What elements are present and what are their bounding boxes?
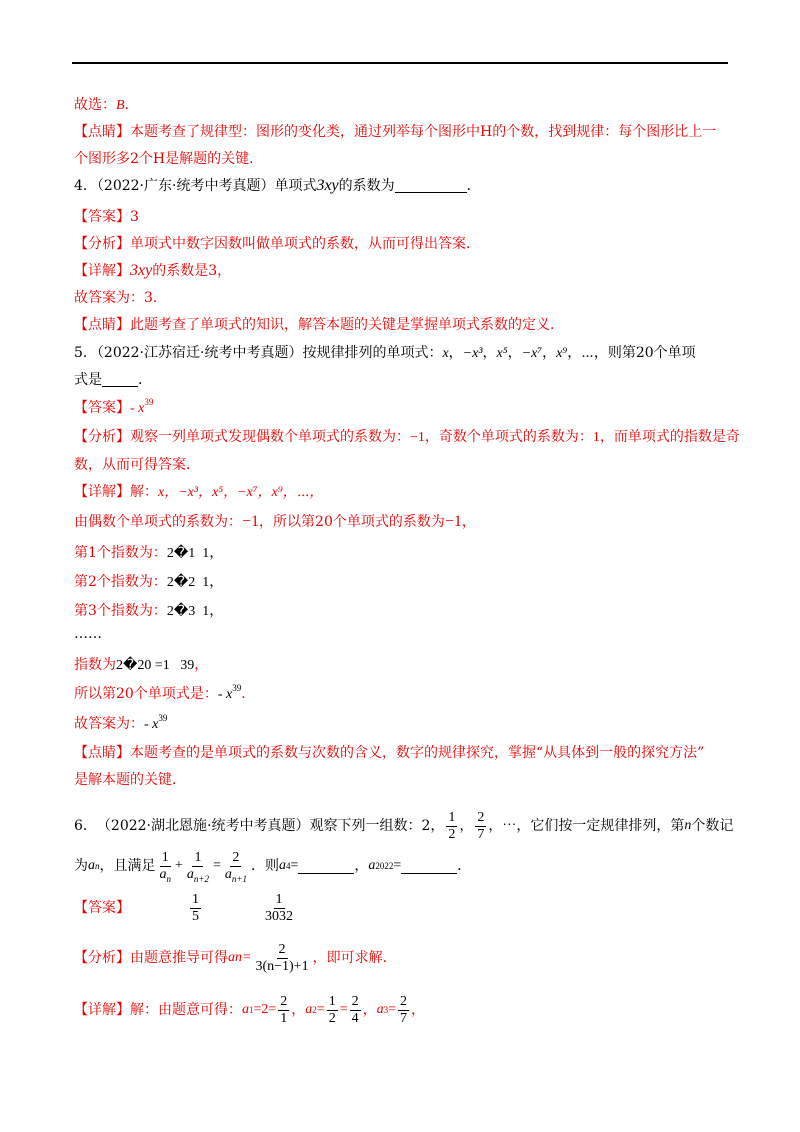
q5-l4-label: 第2个指数为： <box>74 574 167 590</box>
q6-ans-f2-num: 1 <box>275 891 283 907</box>
q6-analysis-text-1: 由题意推导可得 <box>130 950 228 966</box>
q5-ellipsis <box>74 624 102 644</box>
q6-eq-f3-num: 2 <box>232 849 240 865</box>
q6-d-f2-num: 1 <box>328 993 336 1009</box>
q5-answer-tag: 【答案】 <box>74 400 130 416</box>
q6-detail: 【详解】 解：由题意可得： a 1 =2= $\frac{2}{1}$ ， a 2 = $\frac{1}{2}$ = $\frac{2}{4}$ ， a 3 = $\frac{2}{7}$ ， <box>74 990 425 1030</box>
q4-text-3: ． <box>466 178 481 194</box>
q5-l7-label: 所以第20个单项式是： <box>74 686 218 702</box>
q6-eq-f2-num: 1 <box>194 849 202 865</box>
q6-answer-tag: 【答案】 <box>74 900 130 916</box>
q5-l6-comma: ， <box>194 657 209 673</box>
dianjing-text-2: 个图形多2个H是解题的关键． <box>74 151 264 167</box>
q6-analysis <box>74 938 397 978</box>
q5-l6-label: 指数为 <box>74 657 116 673</box>
q6-analysis-an: an= <box>228 950 252 965</box>
q4-detail <box>74 261 231 281</box>
q5-l3-value: 2�1 1 <box>166 546 210 561</box>
q5-term-4: −x⁷ <box>521 346 543 361</box>
q6-l2-text-5: ． <box>457 858 472 874</box>
q6-f1-denominator: 2 <box>448 826 456 842</box>
q6-text-4: 个数记 <box>691 818 734 834</box>
q5-analysis-text-4: 数，从而可得答案． <box>74 457 200 473</box>
q6-text-1: 观察下列一组数：2， <box>309 818 445 834</box>
q4-number: 4． <box>74 178 97 194</box>
q4-answer-tag: 【答案】 <box>74 209 130 225</box>
q6-a2: a <box>305 1002 313 1017</box>
q6-detail-tag: 【详解】 <box>74 1002 130 1018</box>
q6-a4: a <box>278 858 286 873</box>
q4-answer-blank <box>395 178 467 193</box>
q6-l2-text-2: ，且满足 <box>99 858 156 874</box>
q5-dianjing-tag: 【点睛】 <box>74 745 130 761</box>
q5-text-4: ． <box>138 372 152 388</box>
q6-a2022-blank <box>401 859 457 874</box>
q4-dianjing-tag: 【点睛】 <box>74 317 130 333</box>
q6-text-2: ， <box>459 818 474 834</box>
q5-l7-period: ． <box>241 686 256 702</box>
q5-answer <box>74 398 153 419</box>
q6-l2-a: a <box>88 858 95 873</box>
q5-detail-line-6 <box>74 655 208 676</box>
q4-detail-tag: 【详解】 <box>74 263 130 279</box>
q5-analysis-text-3: ，而单项式的指数是奇 <box>599 429 740 445</box>
q5-l5-comma: ， <box>209 603 224 619</box>
q6-l2-text-3: ．则 <box>250 858 279 874</box>
q5-term-1: x <box>442 346 449 361</box>
q6-detail-fraction-3 <box>350 994 361 1027</box>
q5-text-2: ，则第20个单项 <box>593 345 696 361</box>
q6-l2-text-1: 为 <box>74 858 88 874</box>
q6-detail-comma-2: ， <box>362 1002 377 1018</box>
question-6 <box>74 806 733 846</box>
q5-analysis-line-2 <box>74 455 200 475</box>
q5-l3-label: 第1个指数为： <box>74 545 167 561</box>
q6-a3-equals: = <box>388 1002 397 1017</box>
dianjing-text: 本题考查了规律型：图形的变化类，通过列举每个图形中H的个数，找到规律：每个图形比上一 <box>130 124 717 140</box>
q5-text-3: 式是 <box>74 372 102 388</box>
header-rule <box>72 62 728 64</box>
q6-a2022: a <box>368 858 376 873</box>
q5-l4-value: 2�2 1 <box>166 575 210 590</box>
q6-a2022-equals: = <box>393 858 402 873</box>
q4-conclusion <box>74 288 167 308</box>
q5-detail-line-3 <box>74 543 223 564</box>
q4-analysis <box>74 234 480 254</box>
q6-answer <box>74 888 297 928</box>
q6-eq-fraction-3 <box>223 850 249 883</box>
q6-analysis-tag: 【分析】 <box>74 950 130 966</box>
dianjing-tag: 【点睛】 <box>74 124 130 140</box>
q6-d-f4-den: 7 <box>400 1010 408 1026</box>
q6-a4-blank <box>298 859 354 874</box>
q5-detail-text: 解： <box>130 484 158 500</box>
q5-l2-text-1: 由偶数个单项式的系数为： <box>74 514 242 530</box>
q4-analysis-text: 单项式中数字因数叫做单项式的系数，从而可得出答案． <box>130 236 480 252</box>
q6-eq-fraction-2 <box>185 850 211 883</box>
q6-l2-text-4: ， <box>354 858 369 874</box>
q6-d-f3-den: 4 <box>351 1010 359 1026</box>
q5-term-ellipsis: ⋯ <box>581 345 594 361</box>
q5-detail-terms: x，−x³，x⁵，−x⁷，x⁹，⋯， <box>158 485 324 500</box>
q5-term-5: x⁹ <box>556 346 568 361</box>
q5-term-2: −x³ <box>462 346 483 361</box>
q6-eq-f2-den: a <box>186 866 194 882</box>
q6-detail-fraction-4 <box>398 994 409 1027</box>
q6-a3: a <box>376 1002 384 1017</box>
q5-detail-line-8 <box>74 714 167 735</box>
q6-eq-fraction-1 <box>158 850 174 883</box>
q5-detail-tag: 【详解】 <box>74 484 130 500</box>
q6-detail-fraction-1 <box>278 994 289 1027</box>
q5-l8-exponent: 39 <box>158 713 168 723</box>
q4-conclusion-text: 故答案为：3． <box>74 290 167 306</box>
q6-f1-numerator: 1 <box>448 809 456 825</box>
question-5-line-2 <box>74 370 152 390</box>
q5-l2-text-2: ，所以第20个单项式的系数为 <box>259 514 445 530</box>
q5-l6-value: 2�20 =1 39 <box>116 658 195 673</box>
q5-l7-value: - x <box>217 687 233 702</box>
q6-text-3: ，⋯，它们按一定规律排列，第 <box>488 818 685 834</box>
q4-dianjing-text: 此题考查了单项式的知识，解答本题的关键是掌握单项式系数的定义． <box>130 317 564 333</box>
q5-answer-blank <box>102 372 138 387</box>
q6-eq-f1-den-sub: n <box>166 873 171 884</box>
q6-d-f4-num: 2 <box>400 993 408 1009</box>
q6-a4-equals: = <box>290 858 299 873</box>
q6-f2-numerator: 2 <box>477 809 485 825</box>
q5-l7-exponent: 39 <box>232 683 242 693</box>
q6-analysis-num: 2 <box>278 941 286 957</box>
q6-fraction-1 <box>446 810 457 843</box>
q4-analysis-tag: 【分析】 <box>74 236 130 252</box>
choice-line <box>74 95 139 116</box>
q5-l2-text-3: ， <box>461 514 476 530</box>
dianjing-line-2 <box>74 149 263 169</box>
q6-analysis-den: 3(n−1)+1 <box>255 958 309 974</box>
q5-l8-label: 故答案为： <box>74 716 144 732</box>
q6-eq-f2-den-sub: n+2 <box>193 873 209 884</box>
q6-number: 6． <box>74 818 97 834</box>
q5-l3-comma: ， <box>209 545 224 561</box>
q6-eq-f1-den: a <box>159 866 167 882</box>
q4-source: （2022·广东·统考中考真题） <box>96 178 275 194</box>
question-5: 5．（2022·江苏宿迁·统考中考真题）按规律排列的单项式：x，−x³，x⁵，−x⁷，x⁹，⋯，则第20个单项 <box>74 345 696 361</box>
choice-period: ． <box>124 97 139 113</box>
q5-analysis-tag: 【分析】 <box>74 429 130 445</box>
q5-ellipsis-text: …… <box>74 626 102 642</box>
q6-source: （2022·湖北恩施·统考中考真题） <box>96 818 310 834</box>
q6-detail-text: 解：由题意可得： <box>130 1002 242 1018</box>
q5-analysis-text-2: ，奇数个单项式的系数为： <box>424 429 593 445</box>
q6-eq-f3-den-sub: n+1 <box>231 873 247 884</box>
q5-dianjing-text-2: 是解本题的关键． <box>74 772 186 788</box>
q6-eq-f1-num: 1 <box>161 849 169 865</box>
q5-analysis-value-2: 1 <box>592 430 600 445</box>
q5-l2-value-2: −1 <box>444 513 462 530</box>
q5-analysis-text-1: 观察一列单项式发现偶数个单项式的系数为： <box>130 429 410 445</box>
dianjing-line <box>74 122 716 142</box>
q6-detail-comma-3: ， <box>411 1002 426 1018</box>
q5-dianjing-text: 本题考查的是单项式的系数与次数的含义，数字的规律探究，掌握“从具体到一般的探究方法” <box>130 745 705 761</box>
q6-ans-f1-den: 5 <box>192 908 199 924</box>
q4-detail-expression: 3xy <box>130 262 153 279</box>
q5-l8-value: - x <box>144 717 159 732</box>
q5-text-1: 按规律排列的单项式： <box>302 345 443 361</box>
q5-l4-comma: ， <box>209 574 224 590</box>
q5-detail-line-7 <box>74 684 255 705</box>
q5-dianjing <box>74 743 704 763</box>
q6-n-variable: n <box>684 818 692 833</box>
q6-eq-f3-den: a <box>224 866 232 882</box>
q6-detail-fraction-2 <box>327 994 338 1027</box>
q4-text-1: 单项式 <box>274 178 317 194</box>
q5-term-3: x⁵ <box>496 346 508 361</box>
choice-letter: B <box>116 98 125 113</box>
q6-eq-plus: + <box>175 858 183 873</box>
q6-a2-equals: = <box>316 1002 325 1017</box>
q6-answer-fraction-2 <box>263 892 295 925</box>
q6-answer-fraction-1 <box>190 892 201 925</box>
q5-detail-line-5 <box>74 601 223 622</box>
q4-answer <box>74 207 139 227</box>
q5-detail <box>74 482 323 503</box>
q5-detail-line-2 <box>74 512 476 532</box>
q5-detail-line-4 <box>74 572 223 593</box>
q5-source: （2022·江苏宿迁·统考中考真题） <box>96 345 303 361</box>
q5-analysis <box>74 427 740 448</box>
q5-l5-value: 2�3 1 <box>166 604 210 619</box>
q5-analysis-value-1: −1 <box>410 430 425 445</box>
q4-expression: 3xy <box>316 177 339 194</box>
q6-d-f1-den: 1 <box>280 1010 288 1026</box>
q4-answer-value: 3 <box>130 209 139 225</box>
question-6-line-2: 为 a n ，且满足 $\frac{1}{a_n}$ + $\frac{1}{a_{n+2}}$ = $\frac{2}{a_{n+1}}$ ．则 a 4 = ， a 2022 = ． <box>74 846 471 886</box>
choice-label: 故选： <box>74 97 116 113</box>
q6-ans-f2-den: 3032 <box>265 908 293 924</box>
q6-d-f2-den: 2 <box>328 1010 336 1026</box>
q6-f2-denominator: 7 <box>477 826 485 842</box>
q5-answer-value: - x <box>130 401 145 416</box>
q5-l5-label: 第3个指数为： <box>74 603 167 619</box>
q4-text-2: 的系数为 <box>338 178 395 194</box>
q5-dianjing-line-2 <box>74 770 186 790</box>
q6-d-f3-num: 2 <box>351 993 359 1009</box>
q6-analysis-fraction <box>253 942 310 975</box>
q6-detail-comma-1: ， <box>291 1002 306 1018</box>
q4-detail-text: 的系数是3， <box>152 263 232 279</box>
q6-a2-equals-2: = <box>339 1002 348 1017</box>
q4-dianjing <box>74 315 564 335</box>
q6-eq-equals: = <box>212 858 221 873</box>
q5-number: 5． <box>74 345 97 361</box>
q5-l2-value-1: −1 <box>242 513 260 530</box>
q6-a1: a <box>242 1002 249 1017</box>
q6-fraction-2 <box>475 810 486 843</box>
q6-analysis-text-2: ，即可求解． <box>312 950 397 966</box>
q6-a1-value: =2= <box>253 1002 277 1017</box>
q5-answer-exponent: 39 <box>144 397 154 407</box>
q6-d-f1-num: 2 <box>280 993 288 1009</box>
question-4 <box>74 176 481 196</box>
q6-ans-f1-num: 1 <box>192 891 199 907</box>
